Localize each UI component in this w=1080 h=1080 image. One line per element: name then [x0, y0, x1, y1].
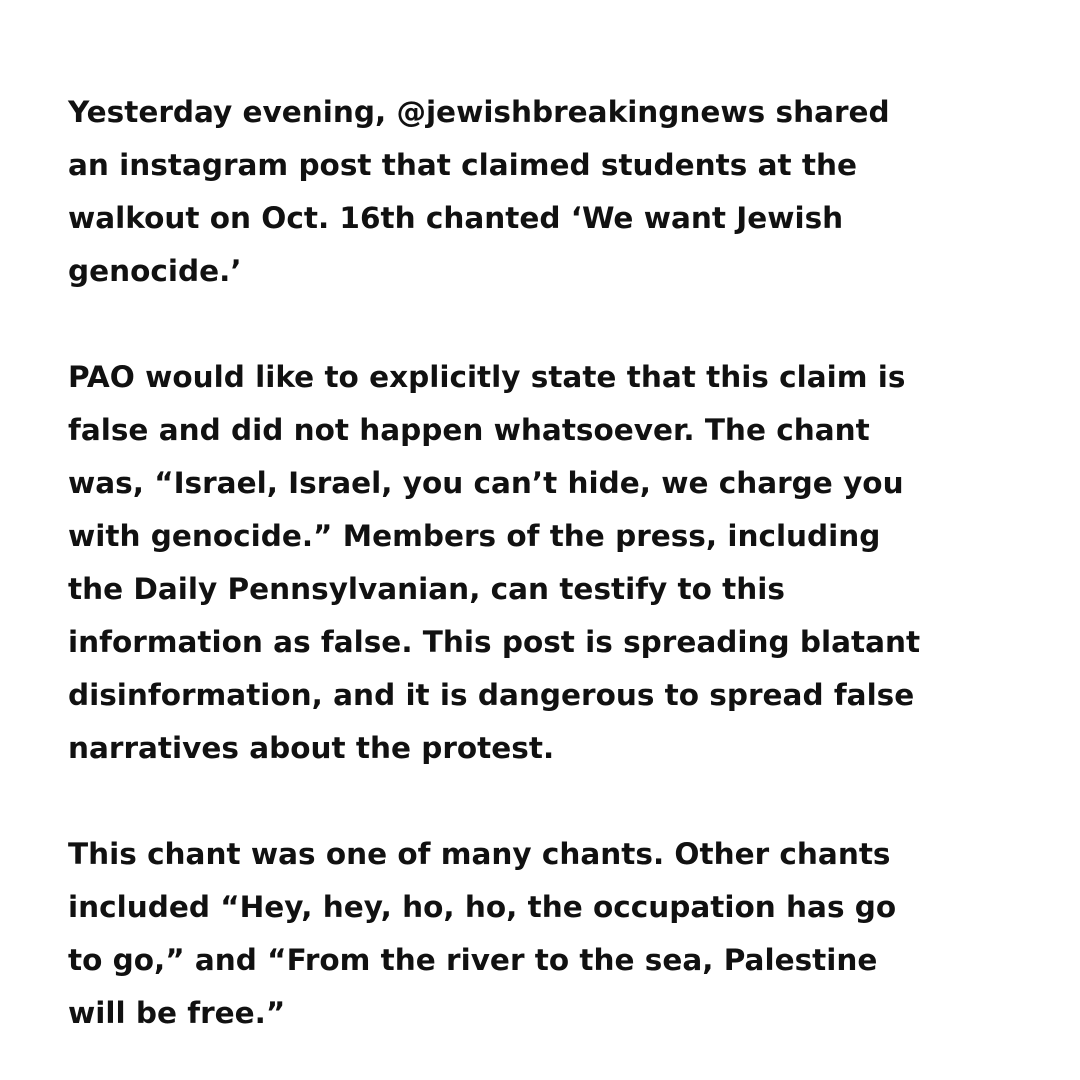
text-line: disinformation, and it is dangerous to spread false [68, 678, 915, 712]
paragraph-3 [68, 828, 1038, 1040]
text-line: walkout on Oct. 16th chanted ‘We want Jewish [68, 201, 844, 235]
text-line: information as false. This post is spreading blatant [68, 625, 921, 659]
paragraph-spacer [68, 298, 1038, 351]
paragraph-1 [68, 86, 1038, 298]
text-line: included “Hey, hey, ho, ho, the occupation has go [68, 890, 897, 924]
text-line: false and did not happen whatsoever. The chant [68, 413, 870, 447]
text-line: PAO would like to explicitly state that this claim is [68, 360, 906, 394]
text-line: an instagram post that claimed students at the [68, 148, 857, 182]
text-line: This chant was one of many chants. Other chants [68, 837, 891, 871]
text-line: will be free.” [68, 996, 286, 1030]
text-line: with genocide.” Members of the press, including [68, 519, 881, 553]
text-line: Yesterday evening, @jewishbreakingnews shared [68, 95, 890, 129]
text-line: the Daily Pennsylvanian, can testify to this [68, 572, 785, 606]
text-line: was, “Israel, Israel, you can’t hide, we charge you [68, 466, 904, 500]
statement-text [68, 86, 1038, 1040]
text-line: to go,” and “From the river to the sea, Palestine [68, 943, 878, 977]
text-line: narratives about the protest. [68, 731, 555, 765]
paragraph-spacer [68, 775, 1038, 828]
paragraph-2 [68, 351, 1038, 775]
text-line: genocide.’ [68, 254, 242, 288]
